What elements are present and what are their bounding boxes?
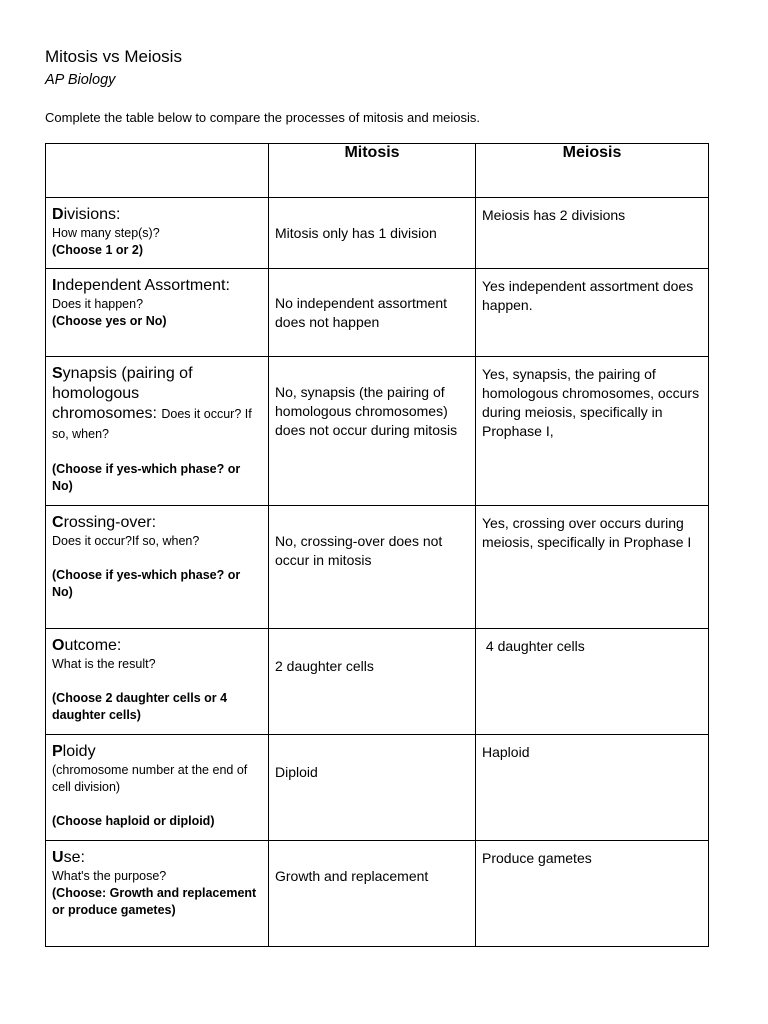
- category-initial: P: [52, 743, 63, 760]
- row-question: What's the purpose?: [52, 869, 167, 883]
- header-cell-meiosis: Meiosis: [476, 144, 709, 198]
- category-rest: ndependent Assortment:: [56, 277, 230, 294]
- category-initial: O: [52, 637, 65, 654]
- category-title: [52, 636, 262, 656]
- spacer: [52, 444, 262, 461]
- table-header-row: [46, 144, 709, 198]
- category-initial: I: [52, 277, 57, 294]
- category-title: [52, 742, 262, 762]
- row-label-ploidy: [46, 735, 269, 841]
- row-choice-hint: (Choose if yes-which phase? or No): [52, 568, 241, 599]
- comparison-table: [45, 143, 709, 947]
- category-initial: C: [52, 514, 64, 531]
- category-title: [52, 205, 262, 225]
- spacer: [52, 550, 262, 567]
- category-rest: ivisions:: [63, 206, 121, 223]
- category-initial: S: [52, 365, 63, 382]
- meiosis-answer[interactable]: Yes independent assortment does happen.: [476, 269, 709, 357]
- mitosis-answer[interactable]: No, crossing-over does not occur in mitosis: [269, 506, 476, 629]
- spacer: [52, 796, 262, 813]
- category-title: [52, 848, 262, 868]
- mitosis-answer[interactable]: Diploid: [269, 735, 476, 841]
- category-title: [52, 364, 262, 444]
- category-title: [52, 513, 262, 533]
- category-title: [52, 276, 262, 296]
- row-label-independent-assortment: [46, 269, 269, 357]
- meiosis-answer[interactable]: 4 daughter cells: [476, 629, 709, 735]
- table-row: [46, 735, 709, 841]
- row-label-crossing-over: [46, 506, 269, 629]
- meiosis-answer[interactable]: Yes, synapsis, the pairing of homologous chromosomes, occurs during meiosis, specifically in Prophase I,: [476, 357, 709, 506]
- header-cell-mitosis: Mitosis: [269, 144, 476, 198]
- table-row: [46, 198, 709, 269]
- table-row: [46, 269, 709, 357]
- row-question: What is the result?: [52, 657, 156, 671]
- spacer: [52, 673, 262, 690]
- table-row: [46, 506, 709, 629]
- row-question: Does it occur? If so, when?: [52, 407, 252, 441]
- row-label-outcome: [46, 629, 269, 735]
- row-label-use: [46, 841, 269, 947]
- row-choice-hint: (Choose haploid or diploid): [52, 814, 215, 828]
- category-rest: utcome:: [64, 637, 122, 654]
- mitosis-answer[interactable]: Mitosis only has 1 division: [269, 198, 476, 269]
- course-subtitle: AP Biology: [45, 72, 116, 88]
- category-initial: D: [52, 206, 64, 223]
- meiosis-answer[interactable]: Yes, crossing over occurs during meiosis, specifically in Prophase I: [476, 506, 709, 629]
- meiosis-answer[interactable]: Meiosis has 2 divisions: [476, 198, 709, 269]
- row-question: Does it happen?: [52, 297, 144, 311]
- row-label-divisions: [46, 198, 269, 269]
- page-title: Mitosis vs Meiosis: [45, 47, 182, 66]
- row-question: Does it occur?If so, when?: [52, 534, 200, 548]
- category-rest: loidy: [62, 743, 96, 760]
- mitosis-answer[interactable]: No, synapsis (the pairing of homologous chromosomes) does not occur during mitosis: [269, 357, 476, 506]
- row-question: How many step(s)?: [52, 226, 160, 240]
- meiosis-answer[interactable]: Produce gametes: [476, 841, 709, 947]
- meiosis-answer[interactable]: Haploid: [476, 735, 709, 841]
- table-row: [46, 841, 709, 947]
- row-question: (chromosome number at the end of cell division): [52, 763, 248, 794]
- row-choice-hint: (Choose 2 daughter cells or 4 daughter cells): [52, 691, 228, 722]
- header-cell-empty: [46, 144, 269, 198]
- row-choice-hint: (Choose if yes-which phase? or No): [52, 462, 241, 493]
- mitosis-answer[interactable]: 2 daughter cells: [269, 629, 476, 735]
- table-row: [46, 357, 709, 506]
- table-row: [46, 629, 709, 735]
- row-choice-hint: (Choose: Growth and replacement or produce gametes): [52, 886, 257, 917]
- row-choice-hint: (Choose 1 or 2): [52, 243, 143, 257]
- mitosis-answer[interactable]: Growth and replacement: [269, 841, 476, 947]
- category-initial: U: [52, 849, 64, 866]
- category-rest: ynapsis (pairing of homologous chromosomes:: [52, 365, 193, 422]
- category-rest: rossing-over:: [63, 514, 157, 531]
- instructions-text: Complete the table below to compare the processes of mitosis and meiosis.: [45, 110, 480, 125]
- category-rest: se:: [63, 849, 85, 866]
- row-label-synapsis: [46, 357, 269, 506]
- mitosis-answer[interactable]: No independent assortment does not happen: [269, 269, 476, 357]
- row-choice-hint: (Choose yes or No): [52, 314, 167, 328]
